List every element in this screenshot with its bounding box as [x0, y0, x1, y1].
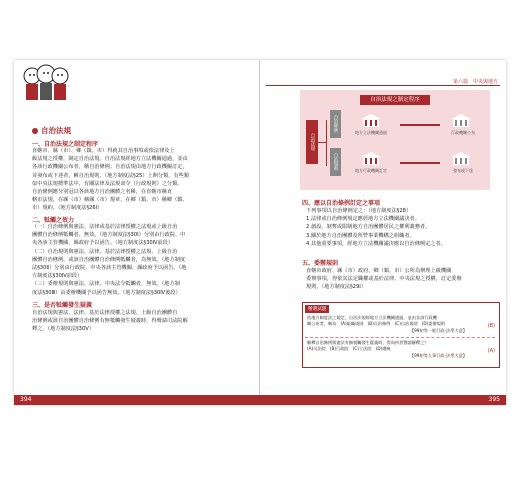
heading-delegated-rules: 五、委辦規則: [302, 260, 339, 267]
text-line: （一）自治條例與憲法、法律或基於法律授權之法規或上級自治: [32, 224, 178, 230]
footer-bar: [260, 395, 506, 405]
connector: [318, 142, 326, 143]
text-line: 下列事項以自治條例定之：（地方制度法§28）: [306, 208, 412, 214]
bullet-dot-icon: [32, 128, 38, 134]
diagram-title: 自治法規之制定程序: [360, 95, 430, 105]
book-spread: [14, 60, 506, 405]
text-line: 1.法律或自治條例規定應經地方立法機關議決者。: [306, 216, 420, 223]
text-line: 3.關於地方自治團體及所營事業機構之組織者。: [306, 232, 415, 239]
text-line: 自治法規與憲法、法律、基於法律授權之法規、上級自治團體自: [32, 310, 178, 316]
text-line: 2.創設、剝奪或限制地方自治團體居民之權利義務者。: [306, 224, 431, 231]
diagram-branch-ordinance: 自治條例: [330, 110, 341, 138]
diagram-node-executive: 地方行政機關訂定: [355, 168, 387, 173]
paragraph-procedure: [32, 147, 254, 213]
quiz-box: [302, 302, 500, 368]
heading-ordinance-matters: 四、應以自治條例訂定之事項: [302, 200, 381, 207]
diagram-branch-rule: 自治規則: [330, 148, 341, 176]
text-line: 市）規約。（地方制度法§26Ⅰ）: [32, 205, 103, 212]
heading-conflict-effect: 二、牴觸之效力: [32, 217, 75, 224]
diagram-node-issue: 發布或下達: [453, 168, 473, 173]
connector: [326, 120, 327, 166]
chapter-divider: [266, 85, 500, 86]
section-title: [32, 125, 71, 136]
right-page: [260, 60, 506, 405]
text-line: 級法規之授權，制定自治法規。自治法規經地方立法機關通過，並由: [32, 156, 188, 163]
text-line: 解釋自治條例與憲法有無牴觸發生疑義時，得向何者聲請解釋之？: [307, 340, 429, 345]
chapter-label: 第六篇 中央與地方: [452, 79, 498, 85]
text-line: 治條例或該自治團體自治條例有無牴觸發生疑義時，得聲請司法院解: [32, 318, 188, 325]
heading-doubt: 三、是否牴觸發生疑義: [32, 302, 93, 309]
text-line: 央各該主管機關、縣政府予以函告。（地方制度法§30Ⅳ前段）: [32, 240, 174, 247]
procedure-diagram: [300, 90, 490, 190]
left-page: [14, 60, 260, 405]
paragraph-ordinance-matters: [306, 207, 501, 248]
text-line: 法§30Ⅱ）分別由行政院、中央各該主管機關、縣政府予以函告。（地: [32, 265, 187, 272]
source-tag: 【99初等人事行政-法學大意】: [409, 352, 467, 358]
source-tag: 【99初等一般行政-法學大意】: [409, 327, 467, 333]
arrow: [400, 124, 440, 126]
text-line: 釋之。（地方制度法§30Ⅴ）: [32, 326, 95, 333]
quiz-answer-1: (B): [487, 323, 495, 329]
text-line: (A)司法院 (B)行政院 (C)立法院 (D)總統: [307, 346, 391, 352]
quiz-header: 精選試題: [305, 305, 329, 313]
text-line: 依地方制度法之規定，自治法規經地方立法機關通過，並由各該行政機: [307, 315, 437, 320]
text-line: 規則。（地方制度法§29Ⅰ）: [306, 284, 366, 291]
paragraph-conflict-effect: [32, 223, 254, 297]
text-line: 委辦事項，得依其法定職權或基於法律、中央法規之授權，訂定委辦: [306, 276, 462, 283]
diagram-node-announce: 行政機關公布: [451, 130, 475, 135]
text-line: 團體自治條例，或該自治團體自治條例牴觸者，為無效。（地方制度: [32, 256, 186, 263]
quiz-divider: [305, 337, 495, 338]
announce-building-icon: [450, 114, 472, 128]
text-line: 團體自治條例牴觸者，無效。（地方制度法§30Ⅰ）分別由行政院、中: [32, 232, 186, 239]
paragraph-doubt: [32, 309, 254, 334]
quiz-answer-2: (A): [487, 348, 495, 354]
heading-procedure: 一、自治法規之制定程序: [32, 141, 99, 148]
issue-building-icon: [450, 152, 472, 166]
text-line: 各該行政機關公布者，稱自治條例；自治法規由地方行政機關訂定，: [32, 164, 188, 171]
text-line: 度法§30Ⅲ）由委辦機關予以函告無效。（地方制度法§30Ⅳ後段）: [32, 289, 181, 296]
section-title-text: 自治法規: [41, 126, 71, 135]
page-number: 395: [488, 396, 500, 403]
text-line: 方制度法§30Ⅳ前段）: [32, 273, 83, 280]
mascot-illustration: [20, 60, 70, 104]
paragraph-delegated-rules: [306, 267, 501, 292]
government-building-icon: [360, 152, 382, 166]
text-line: 關公布者，稱為：(A)組織規則 (B)自治條例 (C)自治規則 (D)委辦規則: [307, 321, 446, 327]
quiz-question-2: [307, 340, 467, 359]
text-line: 似中央法規標準法中，有關法律及法規命令（行政規則）之分類。: [32, 180, 183, 187]
text-line: 4.其他重要事項，經地方立法機關議決應以自治條例定之者。: [306, 240, 446, 247]
text-line: 自治條例應分別冠以各該地方自治團體之名稱，在直轄市稱直: [32, 189, 173, 196]
footer-bar: [14, 395, 260, 405]
quiz-question-1: [307, 315, 467, 334]
legislature-building-icon: [360, 114, 382, 128]
diagram-node-legislature: 地方立法機關通過: [355, 130, 387, 135]
text-line: 並發布或下達者，稱自治規則。（地方制度法§25）上開分類，有些類: [32, 172, 190, 179]
page-number: 394: [20, 396, 32, 403]
diagram-root: 自治法規: [306, 120, 318, 164]
text-line: 直轄市、縣（市）、鄉（鎮、市）得就其自治事項或依法律及上: [32, 148, 175, 154]
text-line: （三）委辦規則與憲法、法律、中央法令牴觸者，無效。（地方制: [32, 281, 180, 288]
text-line: 直轄市政府、縣（市）政府、鄉（鎮、市）公所為辦理上級機關: [306, 268, 452, 274]
arrow: [400, 162, 440, 164]
text-line: （二）自治規則與憲法、法律、基於法律授權之法規、上級自治: [32, 248, 178, 255]
text-line: 轄市法規，在縣（市）稱縣（市）規章，在鄉（鎮、市）稱鄉（鎮、: [32, 197, 188, 204]
